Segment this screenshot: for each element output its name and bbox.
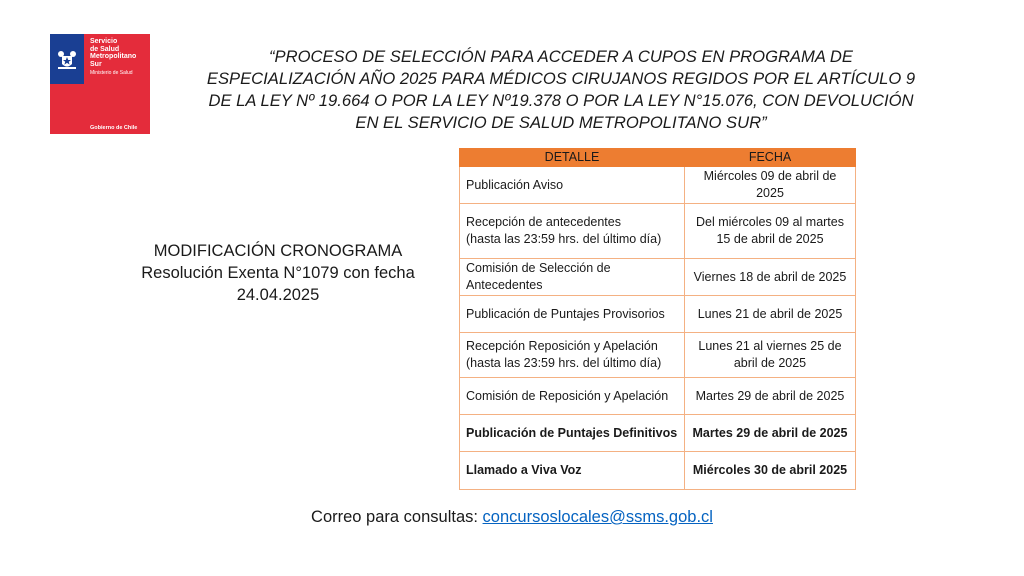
row-detail: Publicación de Puntajes Definitivos <box>460 415 685 452</box>
row-detail: Publicación Aviso <box>460 167 685 204</box>
logo-ministry: Ministerio de Salud <box>90 70 133 76</box>
logo-flag <box>50 34 84 134</box>
row-date: Lunes 21 al viernes 25 de abril de 2025 <box>685 333 856 378</box>
logo-service-name: Servicio de Salud Metropolitano Sur <box>90 38 137 68</box>
row-date: Martes 29 de abril de 2025 <box>685 415 856 452</box>
coat-of-arms-icon <box>53 46 81 72</box>
row-detail: Recepción Reposición y Apelación (hasta las 23:59 hrs. del último día) <box>460 333 685 378</box>
logo-red-panel <box>50 84 84 134</box>
header-fecha: FECHA <box>685 149 856 167</box>
row-date: Miércoles 09 de abril de 2025 <box>685 167 856 204</box>
ssms-logo <box>50 34 150 134</box>
table-row <box>460 296 856 333</box>
contact-footer <box>0 508 1024 527</box>
logo-text-panel <box>84 34 150 134</box>
modification-heading: MODIFICACIÓN CRONOGRAMA <box>153 242 403 260</box>
header-detalle: DETALLE <box>460 149 685 167</box>
row-date: Viernes 18 de abril de 2025 <box>685 259 856 296</box>
contact-email-link[interactable]: concursoslocales@ssms.gob.cl <box>482 508 713 526</box>
modification-notice <box>118 240 438 306</box>
logo-government: Gobierno de Chile <box>90 125 138 131</box>
row-date: Martes 29 de abril de 2025 <box>685 378 856 415</box>
table-row <box>460 415 856 452</box>
row-detail: Comisión de Selección de Antecedentes <box>460 259 685 296</box>
table-row <box>460 333 856 378</box>
resolution-line: Resolución Exenta N°1079 con fecha <box>141 264 415 282</box>
table-header-row <box>460 149 856 167</box>
page-title: “PROCESO DE SELECCIÓN PARA ACCEDER A CUPOS EN PROGRAMA DE ESPECIALIZACIÓN AÑO 2025 PARA MÉDICOS CIRUJANOS REGIDOS POR EL ARTÍCULO 9 DE LA LEY Nº 19.664 O POR LA LEY Nº19.378 O POR LA LEY N°15.076, CON DEVOLUCIÓN EN EL SERVICIO DE SALUD METROPOLITANO SUR” <box>206 47 916 132</box>
row-detail: Publicación de Puntajes Provisorios <box>460 296 685 333</box>
table-row <box>460 204 856 259</box>
row-detail: Recepción de antecedentes (hasta las 23:59 hrs. del último día) <box>460 204 685 259</box>
table-row <box>460 452 856 490</box>
schedule-table <box>459 148 856 490</box>
logo-blue-panel <box>50 34 84 84</box>
row-detail: Comisión de Reposición y Apelación <box>460 378 685 415</box>
row-date: Del miércoles 09 al martes 15 de abril de 2025 <box>685 204 856 259</box>
row-date: Miércoles 30 de abril 2025 <box>685 452 856 490</box>
contact-label: Correo para consultas: <box>311 508 483 526</box>
table-row <box>460 378 856 415</box>
resolution-date: 24.04.2025 <box>236 286 320 304</box>
table-row <box>460 259 856 296</box>
row-detail: Llamado a Viva Voz <box>460 452 685 490</box>
row-date: Lunes 21 de abril de 2025 <box>685 296 856 333</box>
table-row <box>460 167 856 204</box>
